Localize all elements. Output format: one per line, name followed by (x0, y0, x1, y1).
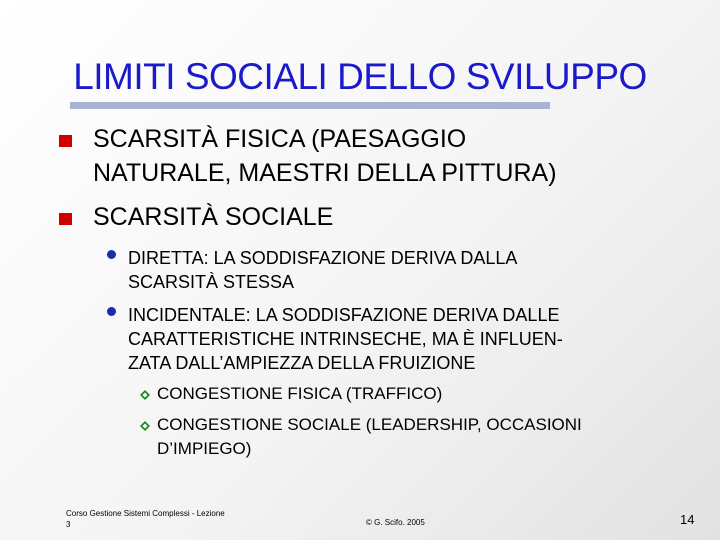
subbullet-text: CARATTERISTICHE INTRINSECHE, MA È INFLUEN- (128, 329, 563, 349)
round-bullet-icon (107, 307, 116, 316)
bullet-text: NATURALE, MAESTRI DELLA PITTURA) (93, 159, 557, 187)
diamond-bullet-icon (140, 390, 150, 400)
footer-course-line: Corso Gestione Sistemi Complessi - Lezione (66, 509, 225, 518)
diamond-bullet-icon (140, 421, 150, 431)
subbullet-text: INCIDENTALE: LA SODDISFAZIONE DERIVA DALLE (128, 305, 560, 325)
square-bullet-icon (59, 135, 72, 147)
footer-copyright: © G. Scifo. 2005 (366, 518, 425, 527)
footer-course (66, 508, 225, 530)
subbullet-text: ZATA DALL’AMPIEZZA DELLA FRUIZIONE (128, 353, 476, 373)
title-underline (70, 102, 550, 109)
subbullet-text: SCARSITÀ STESSA (128, 272, 295, 292)
square-bullet-icon (59, 213, 72, 225)
subbullet-text: DIRETTA: LA SODDISFAZIONE DERIVA DALLA (128, 248, 518, 268)
bullet-text: SCARSITÀ FISICA (PAESAGGIO (93, 125, 467, 153)
subsubbullet-text: CONGESTIONE SOCIALE (LEADERSHIP, OCCASIONI (157, 415, 582, 434)
round-bullet-icon (107, 250, 116, 259)
page-number: 14 (680, 512, 695, 527)
subsubbullet-text: CONGESTIONE FISICA (TRAFFICO) (157, 384, 443, 403)
bullet-text: SCARSITÀ SOCIALE (93, 203, 334, 231)
footer-course-line: 3 (66, 520, 71, 529)
subsubbullet-text: D’IMPIEGO) (157, 439, 252, 458)
slide-title: LIMITI SOCIALI DELLO SVILUPPO (73, 56, 647, 97)
